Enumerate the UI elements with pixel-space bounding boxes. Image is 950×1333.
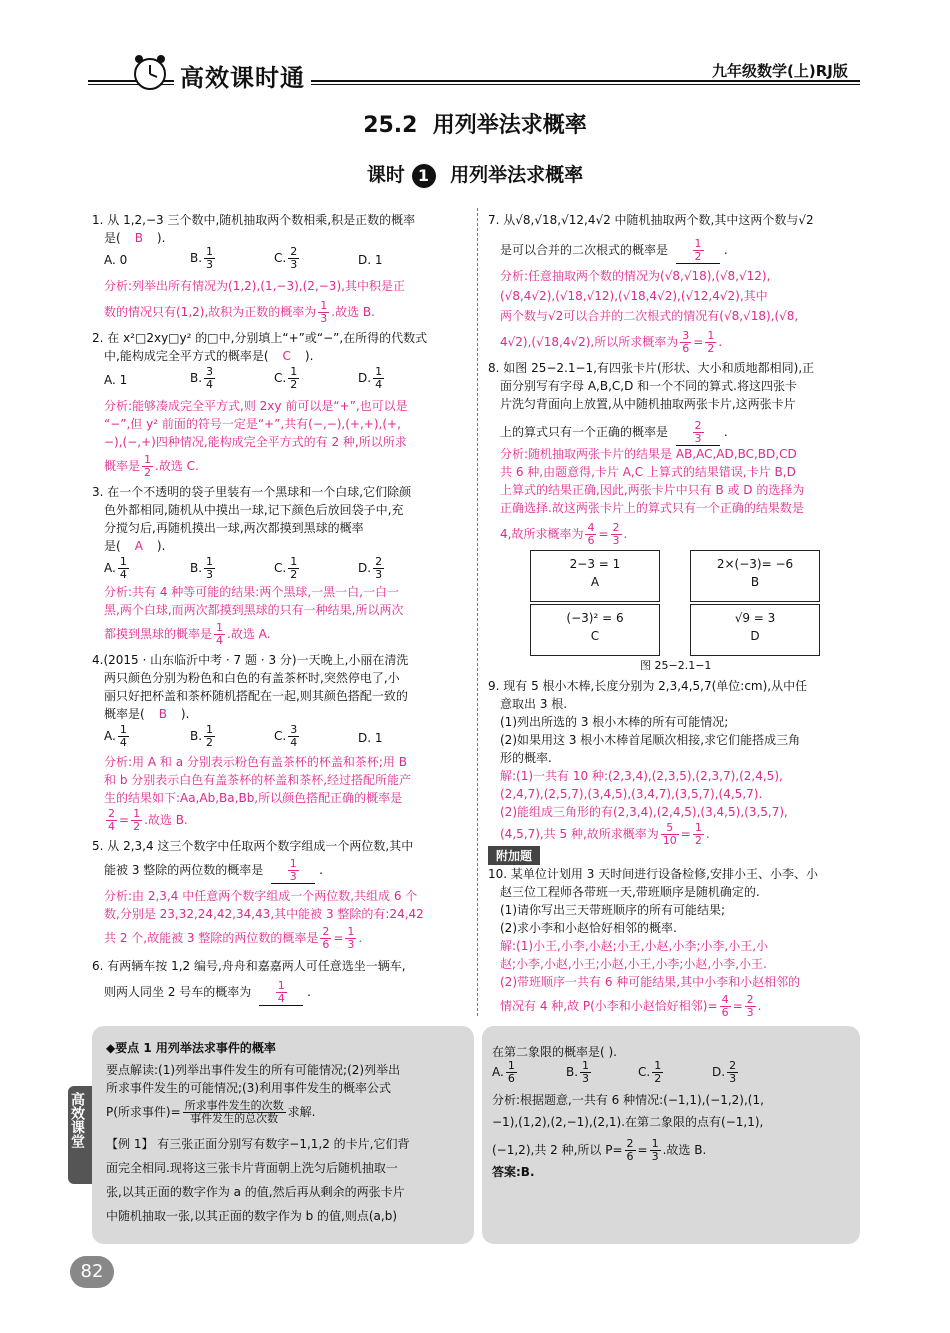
keypoint-explain-line2: 所求事件发生的可能情况;(3)利用事件发生的概率公式 (106, 1081, 392, 1095)
q1-option-d: D. 1 (358, 253, 383, 267)
q3-option-d: D. $\frac{2}{3}$ (358, 555, 383, 581)
card-c-letter: C (590, 629, 600, 643)
q3-option-a: A. $\frac{1}{4}$ (104, 555, 127, 581)
q10-solution-line3: (2)带班顺序一共有 6 种可能结果,其中小李和小赵相邻的 (500, 975, 801, 989)
q1-line1: 1. 从 1,2,−3 三个数中,随机抽取两个数相乘,积是正数的概率 (92, 213, 416, 227)
q5-line1: 5. 从 2,3,4 这三个数字中任取两个数字组成一个两位数,其中 (92, 839, 414, 853)
q8-line4: 上的算式只有一个正确的概率是 $\frac{2}{3}$ . (500, 419, 728, 445)
example-answer: 答案:B. (492, 1165, 535, 1179)
q9-solution-line2: (2,4,7),(2,5,7),(3,4,5),(3,4,7),(3,5,7),(4,5,7). (500, 787, 763, 801)
q3-analysis-line2: 黑,两个白球,而两次都摸到黑球的只有一种结果,所以两次 (104, 603, 404, 617)
column-divider (477, 208, 478, 1016)
q2-analysis-line2: “−”,但 y² 前面的符号一定是“+”,共有(−,−),(+,+),(+, (104, 417, 401, 431)
q1-line2: 是( B ). (104, 231, 166, 245)
card-a-letter: A (590, 575, 600, 589)
card-d-expr: √9 = 3 (734, 611, 776, 625)
q1-option-b: B. $\frac{1}{3}$ (190, 245, 214, 271)
book-title: 九年级数学(上)RJ版 (712, 62, 848, 80)
q4-option-d: D. 1 (358, 731, 383, 745)
q2-line1: 2. 在 x²□2xy□y² 的□中,分别填上“+”或“−”,在所得的代数式 (92, 331, 428, 345)
card-a-expr: 2−3 = 1 (569, 557, 621, 571)
q9-solution-line4: (4,5,7),共 5 种,故所求概率为 $\frac{5}{10}$ = $\frac{1}{2}$ . (500, 821, 710, 847)
q5-analysis-line2: 数,分别是 23,32,24,42,34,43,其中能被 3 整除的有:24,42 (104, 907, 424, 921)
figure-caption: 图 25−2.1−1 (640, 659, 712, 672)
keypoint-explain-line1: 要点解读:(1)列举出事件发生的所有可能情况;(2)列举出 (106, 1063, 401, 1077)
side-tab-label: 高效课堂 (69, 1092, 85, 1148)
q4-answer: B (158, 707, 167, 721)
q9-line4: (2)如果用这 3 根小木棒首尾顺次相接,求它们能搭成三角 (500, 733, 801, 747)
card-a (530, 550, 660, 602)
q2-option-d: D. $\frac{1}{4}$ (358, 365, 383, 391)
q8-analysis-line1: 分析:随机抽取两张卡片的结果是 AB,AC,AD,BC,BD,CD (500, 447, 797, 461)
q1-analysis-line2: 数的情况只有(1,2),故积为正数的概率为 $\frac{1}{3}$ .故选 B. (104, 299, 375, 325)
q3-line1: 3. 在一个不透明的袋子里装有一个黑球和一个白球,它们除颜 (92, 485, 412, 499)
q7-line2: 是可以合并的二次根式的概率是 $\frac{1}{2}$ . (500, 237, 728, 263)
q8-analysis-line2: 共 6 种,由题意得,卡片 A,C 上算式的结果错误,卡片 B,D (500, 465, 796, 479)
lesson-title (0, 160, 950, 188)
card-d-letter: D (750, 629, 760, 643)
q1-analysis-line1: 分析:列举出所有情况为(1,2),(1,−3),(2,−3),其中积是正 (104, 279, 405, 293)
q9-line1: 9. 现有 5 根小木棒,长度分别为 2,3,4,5,7(单位:cm),从中任 (488, 679, 808, 693)
q9-solution-line3: (2)能组成三角形的有(2,3,4),(2,4,5),(3,4,5),(3,5,7), (500, 805, 788, 819)
extra-section-label: 附加题 (488, 846, 540, 865)
q3-line2: 色外都相同,随机从中摸出一球,记下颜色后放回袋子中,充 (104, 503, 404, 517)
q10-line4: (2)求小李和小赵恰好相邻的概率. (500, 921, 677, 935)
q9-line5: 形的概率. (500, 751, 552, 765)
q7-line1: 7. 从√8,√18,√12,4√2 中随机抽取两个数,其中这两个数与√2 (488, 213, 814, 227)
keypoint-explain-line3: P(所求事件)= $\frac{\text{所求事件发生的次数}}{\text{事件发生的总次数}}$ 求解. (106, 1099, 316, 1125)
q10-line1: 10. 某单位计划用 3 天时间进行设备检修,安排小王、小李、小 (488, 867, 818, 881)
q8-analysis-line5: 4,故所求概率为 $\frac{4}{6}$ = $\frac{2}{3}$ . (500, 521, 628, 547)
card-c-expr: (−3)² = 6 (566, 611, 624, 625)
q4-line2: 两只颜色分别为粉色和白色的有盖茶杯时,突然停电了,小 (104, 671, 400, 685)
q4-option-b: B. $\frac{1}{2}$ (190, 723, 214, 749)
q4-line1: 4.(2015 · 山东临沂中考 · 7 题 · 3 分)一天晚上,小丽在清洗 (92, 653, 409, 667)
q3-line4: 是( A ). (104, 539, 166, 553)
q1-answer: B (134, 231, 143, 245)
example-option-c: C. $\frac{1}{2}$ (638, 1059, 662, 1085)
q4-option-c: C. $\frac{3}{4}$ (274, 723, 298, 749)
example-line1: 【例 1】 有三张正面分别写有数字−1,1,2 的卡片,它们背 (106, 1137, 410, 1151)
brand-title: 高效课时通 (174, 58, 311, 93)
q10-solution-line4: 情况有 4 种,故 P(小李和小赵恰好相邻)= $\frac{4}{6}$ = $\frac{2}{3}$ . (500, 993, 762, 1019)
q2-line2: 中,能构成完全平方式的概率是( C ). (104, 349, 314, 363)
clock-logo-icon (130, 52, 170, 92)
q10-solution-line1: 解:(1)小王,小李,小赵;小王,小赵,小李;小李,小王,小 (500, 939, 769, 953)
section-title: 25.2 用列举法求概率 (363, 113, 587, 138)
page-number: 82 (70, 1256, 114, 1288)
example-analysis-line1: 分析:根据题意,一共有 6 种情况:(−1,1),(−1,2),(1, (492, 1093, 764, 1107)
q4-option-a: A. $\frac{1}{4}$ (104, 723, 127, 749)
example-option-d: D. $\frac{2}{3}$ (712, 1059, 737, 1085)
q10-line2: 赵三位工程师各带班一天,带班顺序是随机确定的. (500, 885, 760, 899)
q3-analysis-line3: 都摸到黑球的概率是 $\frac{1}{4}$ .故选 A. (104, 621, 271, 647)
q7-analysis-line3: 两个数与√2可以合并的二次根式的情况有(√8,√18),(√8, (500, 309, 799, 323)
q1-option-a: A. 0 (104, 253, 128, 267)
q4-analysis-line1: 分析:用 A 和 a 分别表示粉色有盖茶杯的杯盖和茶杯;用 B (104, 755, 407, 769)
q2-option-a: A. 1 (104, 373, 128, 387)
lesson-prefix: 课时 (366, 164, 405, 186)
example-analysis-line3: (−1,2),共 2 种,所以 P= $\frac{2}{6}$ = $\frac{1}{3}$ .故选 B. (492, 1137, 707, 1163)
q2-analysis-line4: 概率是 $\frac{1}{2}$ .故选 C. (104, 453, 199, 479)
q10-solution-line2: 赵;小李,小赵,小王;小赵,小王,小李;小赵,小李,小王. (500, 957, 767, 971)
q9-solution-line1: 解:(1)一共有 10 种:(2,3,4),(2,3,5),(2,3,7),(2,4,5), (500, 769, 783, 783)
q2-analysis-line1: 分析:能够凑成完全平方式,则 2xy 前可以是“+”,也可以是 (104, 399, 408, 413)
example-option-b: B. $\frac{1}{3}$ (566, 1059, 590, 1085)
q4-analysis-line3: 生的结果如下:Aa,Ab,Ba,Bb,所以颜色搭配正确的概率是 (104, 791, 403, 805)
example-option-a: A. $\frac{1}{6}$ (492, 1059, 515, 1085)
q7-analysis-line2: (√8,4√2),(√18,√12),(√18,4√2),(√12,4√2),其中 (500, 289, 768, 303)
q8-line1: 8. 如图 25−2.1−1,有四张卡片(形状、大小和质地都相同),正 (488, 361, 815, 375)
lesson-name: 用列举法求概率 (450, 164, 584, 186)
q8-analysis-line3: 上算式的结果正确,因此,两张卡片中只有 B 或 D 的选择为 (500, 483, 805, 497)
example-analysis-line2: −1),(1,2),(2,−1),(2,1).在第二象限的点有(−1,1), (492, 1115, 764, 1129)
q5-analysis-line1: 分析:由 2,3,4 中任意两个数字组成一个两位数,共组成 6 个 (104, 889, 418, 903)
q2-analysis-line3: −),(−,+)四种情况,能构成完全平方式的有 2 种,所以所求 (104, 435, 407, 449)
q3-analysis-line1: 分析:共有 4 种等可能的结果:两个黑球,一黑一白,一白一 (104, 585, 399, 599)
q3-option-c: C. $\frac{1}{2}$ (274, 555, 298, 581)
example-line2: 面完全相同.现将这三张卡片背面朝上洗匀后随机抽取一 (106, 1161, 398, 1175)
example-line3: 张,以其正面的数字作为 a 的值,然后再从剩余的两张卡片 (106, 1185, 405, 1199)
card-b-expr: 2×(−3)= −6 (716, 557, 794, 571)
q10-line3: (1)请你写出三天带班顺序的所有可能结果; (500, 903, 726, 917)
q4-line4: 概率是( B ). (104, 707, 190, 721)
card-b (690, 550, 820, 602)
card-b-letter: B (750, 575, 760, 589)
card-c (530, 604, 660, 656)
q5-analysis-line3: 共 2 个,故能被 3 整除的两位数的概率是 $\frac{2}{6}$ = $\frac{1}{3}$ . (104, 925, 363, 951)
q7-analysis-line1: 分析:任意抽取两个数的情况为(√8,√18),(√8,√12), (500, 269, 771, 283)
q4-line3: 丽只好把杯盖和茶杯随机搭配在一起,则其颜色搭配一致的 (104, 689, 408, 703)
q6-line1: 6. 有两辆车按 1,2 编号,舟舟和嘉嘉两人可任意选坐一辆车, (92, 959, 406, 973)
q9-line3: (1)列出所选的 3 根小木棒的所有可能情况; (500, 715, 729, 729)
lesson-number-badge: 1 (412, 164, 436, 188)
q2-option-b: B. $\frac{3}{4}$ (190, 365, 214, 391)
q3-answer: A (134, 539, 143, 553)
example-question-line: 在第二象限的概率是( ). (492, 1045, 617, 1059)
q2-answer: C (282, 349, 291, 363)
q9-line2: 意取出 3 根. (500, 697, 568, 711)
q8-line3: 片洗匀背面向上放置,从中随机抽取两张卡片,这两张卡片 (500, 397, 796, 411)
q6-line2: 则两人同坐 2 号车的概率为 $\frac{1}{4}$ . (104, 979, 311, 1005)
q1-option-c: C. $\frac{2}{3}$ (274, 245, 298, 271)
q7-analysis-line4: 4√2),(√18,4√2),所以所求概率为 $\frac{3}{6}$ = $\frac{1}{2}$ . (500, 329, 723, 355)
example-line4: 中随机抽取一张,以其正面的数字作为 b 的值,则点(a,b) (106, 1209, 398, 1223)
q4-analysis-line4: $\frac{2}{4}$ = $\frac{1}{2}$ .故选 B. (108, 807, 188, 833)
q3-line3: 分搅匀后,再随机摸出一球,两次都摸到黑球的概率 (104, 521, 364, 535)
q3-option-b: B. $\frac{1}{3}$ (190, 555, 214, 581)
card-d (690, 604, 820, 656)
q2-option-c: C. $\frac{1}{2}$ (274, 365, 298, 391)
q8-analysis-line4: 正确选择.故这两张卡片上的算式只有一个正确的结果数是 (500, 501, 804, 515)
keypoint-title: ◆要点 1 用列举法求事件的概率 (106, 1041, 276, 1055)
q8-line2: 面分别写有字母 A,B,C,D 和一个不同的算式.将这四张卡 (500, 379, 797, 393)
q4-analysis-line2: 和 b 分别表示白色有盖茶杯的杯盖和茶杯,经过搭配所能产 (104, 773, 412, 787)
q5-line2: 能被 3 整除的两位数的概率是 $\frac{1}{3}$ . (104, 857, 323, 883)
